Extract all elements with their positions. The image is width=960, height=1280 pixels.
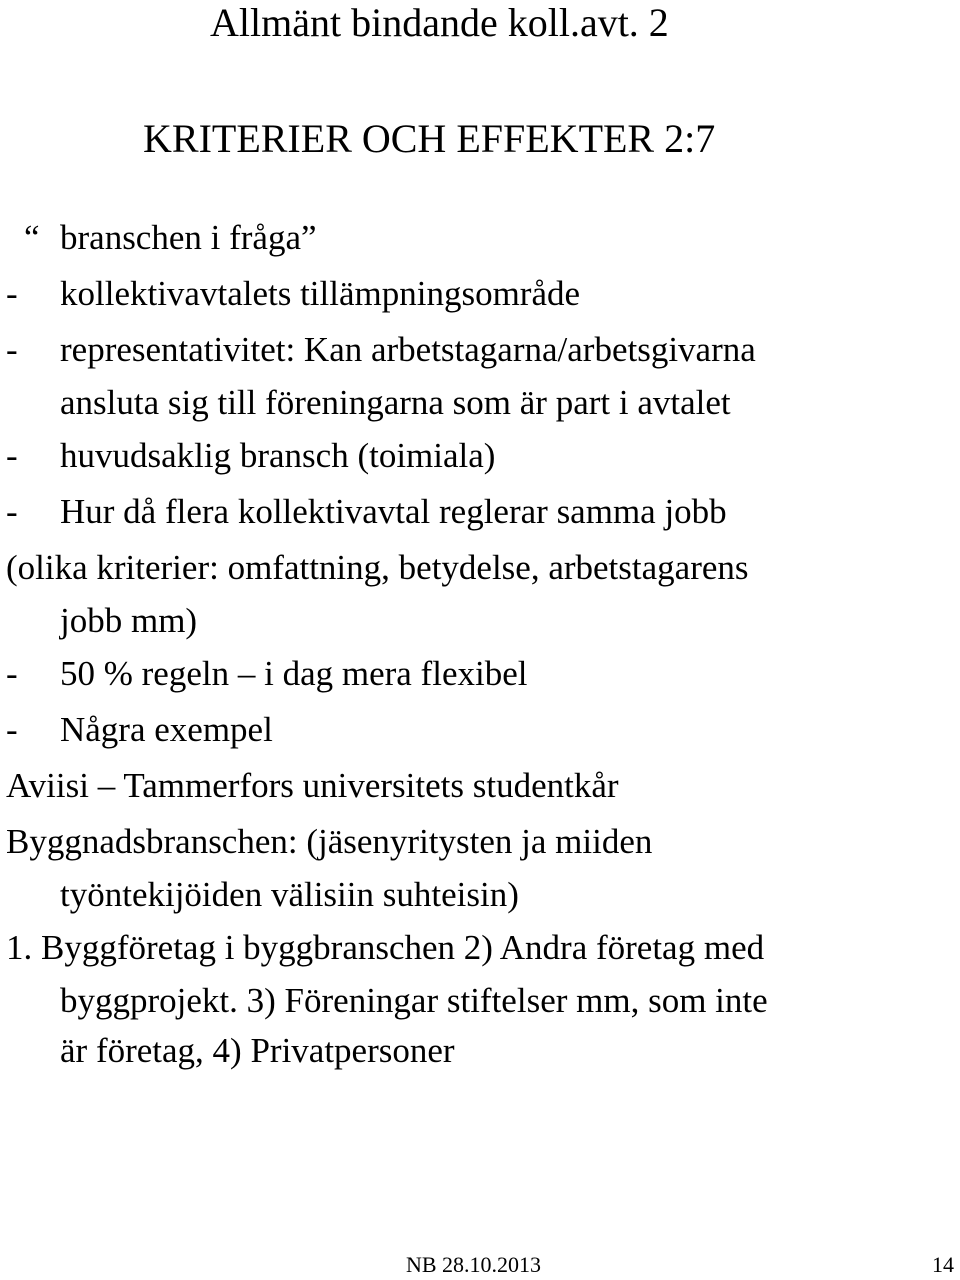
list-item — [6, 210, 956, 266]
dash-bullet: - — [6, 330, 18, 369]
slide-heading: KRITERIER OCH EFFEKTER 2:7 — [143, 116, 716, 161]
paragraph-continuation — [6, 870, 956, 920]
list-item-text: branschen i fråga” — [60, 218, 317, 257]
paragraph-line — [6, 920, 956, 976]
paragraph-text: 1. Byggföretag i byggbranschen 2) Andra företag med — [6, 928, 765, 967]
paragraph-line — [6, 758, 956, 814]
paragraph-text: jobb mm) — [60, 601, 198, 640]
quote-mark: “ — [24, 218, 40, 257]
paragraph-continuation — [6, 596, 956, 646]
list-item — [6, 646, 956, 702]
list-item — [6, 322, 956, 378]
list-item — [6, 428, 956, 484]
list-item — [6, 266, 956, 322]
dash-bullet: - — [6, 654, 18, 693]
list-item-text: huvudsaklig bransch (toimiala) — [60, 436, 496, 475]
dash-bullet: - — [6, 274, 18, 313]
footer-date: NB 28.10.2013 — [406, 1252, 542, 1277]
page-number: 14 — [932, 1252, 954, 1277]
dash-bullet: - — [6, 710, 18, 749]
list-item-text: ansluta sig till föreningarna som är part i avtalet — [60, 383, 731, 422]
slide-title: Allmänt bindande koll.avt. 2 — [210, 0, 669, 45]
dash-bullet: - — [6, 492, 18, 531]
list-item-text: kollektivavtalets tillämpningsområde — [60, 274, 581, 313]
list-item-text: 50 % regeln – i dag mera flexibel — [60, 654, 528, 693]
list-item-text: representativitet: Kan arbetstagarna/arbetsgivarna — [60, 330, 756, 369]
paragraph-text: är företag, 4) Privatpersoner — [60, 1031, 455, 1070]
paragraph-text: Byggnadsbranschen: (jäsenyritysten ja miiden — [6, 822, 653, 861]
paragraph-text: byggprojekt. 3) Föreningar stiftelser mm, som inte — [60, 981, 768, 1020]
paragraph-text: (olika kriterier: omfattning, betydelse, arbetstagarens — [6, 548, 749, 587]
list-item — [6, 484, 956, 540]
list-item-continuation — [6, 378, 956, 428]
paragraph-line — [6, 540, 956, 596]
paragraph-text: Aviisi – Tammerfors universitets studentkår — [6, 766, 619, 805]
list-item-text: Några exempel — [60, 710, 273, 749]
list-item — [6, 702, 956, 758]
paragraph-continuation — [6, 976, 956, 1026]
paragraph-line — [6, 814, 956, 870]
paragraph-text: työntekijöiden välisiin suhteisin) — [60, 875, 519, 914]
dash-bullet: - — [6, 436, 18, 475]
list-item-text: Hur då flera kollektivavtal reglerar samma jobb — [60, 492, 727, 531]
paragraph-continuation — [6, 1026, 956, 1076]
body-text — [6, 210, 956, 1076]
